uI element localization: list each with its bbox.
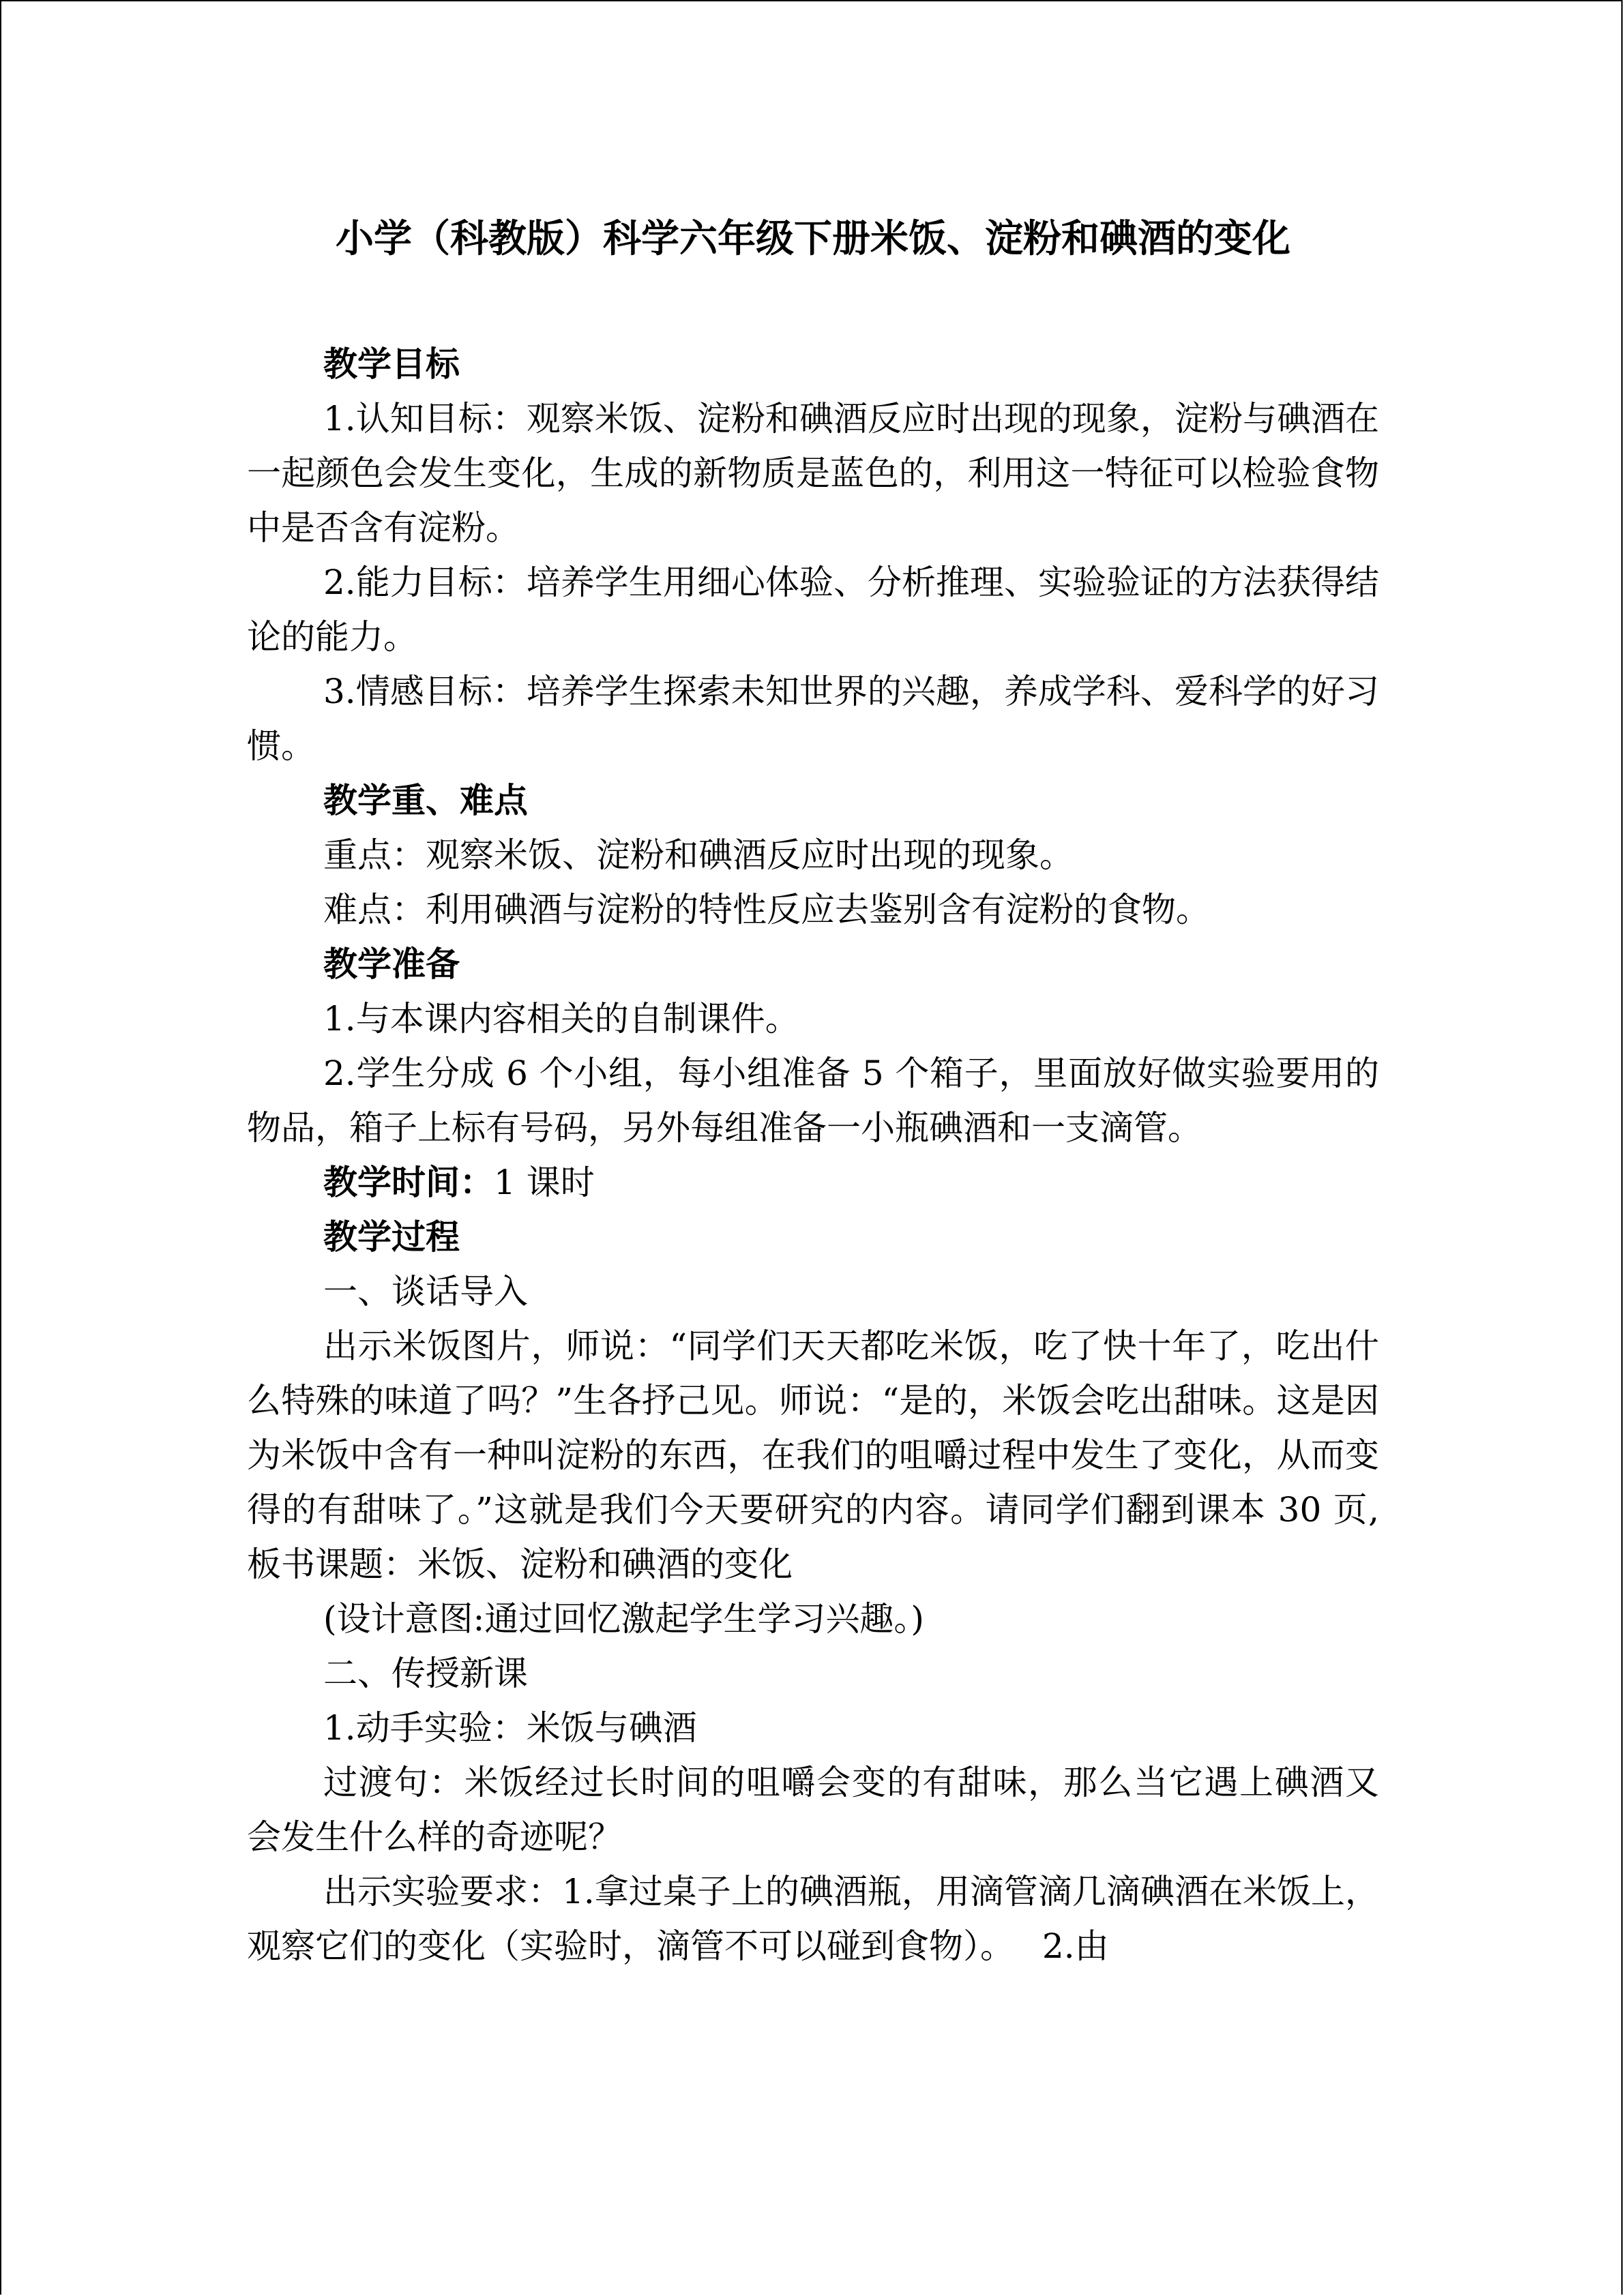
title-spacer bbox=[247, 282, 1379, 337]
part1-design-intent: (设计意图:通过回忆激起学生学习兴趣。) bbox=[323, 1599, 924, 1639]
teaching-time-label: 教学时间： bbox=[323, 1163, 494, 1202]
objective-ability: 2.能力目标：培养学生用细心体验、分析推理、实验验证的方法获得结论的能力。 bbox=[247, 563, 1379, 657]
heading-objectives: 教学目标 bbox=[323, 344, 460, 384]
heading-key-points: 教学重、难点 bbox=[323, 781, 528, 820]
part1-title: 一、谈话导入 bbox=[323, 1272, 528, 1311]
preparation-item-1: 1.与本课内容相关的自制课件。 bbox=[323, 999, 799, 1039]
document-title: 小学（科教版）科学六年级下册米饭、淀粉和碘酒的变化 bbox=[336, 217, 1290, 261]
part2-requirements: 出示实验要求：1.拿过桌子上的碘酒瓶，用滴管滴几滴碘酒在米饭上，观察它们的变化（实验时，滴管不可以碰到食物）。 2.由 bbox=[247, 1872, 1379, 1966]
difficult-point: 难点：利用碘酒与淀粉的特性反应去鉴别含有淀粉的食物。 bbox=[323, 890, 1210, 929]
part2-title: 二、传授新课 bbox=[323, 1654, 528, 1693]
objective-emotion: 3.情感目标：培养学生探索未知世界的兴趣，养成学科、爱科学的好习惯。 bbox=[247, 672, 1379, 766]
objective-cognitive: 1.认知目标：观察米饭、淀粉和碘酒反应时出现的现象，淀粉与碘酒在一起颜色会发生变化，生成的新物质是蓝色的，利用这一特征可以检验食物中是否含有淀粉。 bbox=[247, 399, 1379, 548]
teaching-time-value: 1 课时 bbox=[494, 1163, 595, 1202]
preparation-item-2: 2.学生分成 6 个小组，每小组准备 5 个箱子，里面放好做实验要用的物品，箱子上标有号码，另外每组准备一小瓶碘酒和一支滴管。 bbox=[247, 1054, 1379, 1148]
part2-transition: 过渡句：米饭经过长时间的咀嚼会变的有甜味，那么当它遇上碘酒又会发生什么样的奇迹呢？ bbox=[247, 1763, 1379, 1857]
document-body bbox=[247, 196, 1379, 1973]
heading-preparation: 教学准备 bbox=[323, 944, 460, 984]
teaching-time bbox=[247, 1155, 1379, 1210]
part2-experiment-title: 1.动手实验：米饭与碘酒 bbox=[323, 1708, 697, 1748]
part1-paragraph-intro: 出示米饭图片，师说：“同学们天天都吃米饭，吃了快十年了，吃出什么特殊的味道了吗？”生各抒己见。师说：“是的，米饭会吃出甜味。这是因为米饭中含有一种叫淀粉的东西，在我们的咀嚼过程中发生了变化，从而变得的有甜味了。”这就是我们今天要研究的内容。请同学们翻到课本 30 页,板书课题：米饭、淀粉和碘酒的变化 bbox=[247, 1326, 1379, 1584]
key-point: 重点：观察米饭、淀粉和碘酒反应时出现的现象。 bbox=[323, 835, 1074, 875]
heading-process: 教学过程 bbox=[323, 1217, 460, 1257]
